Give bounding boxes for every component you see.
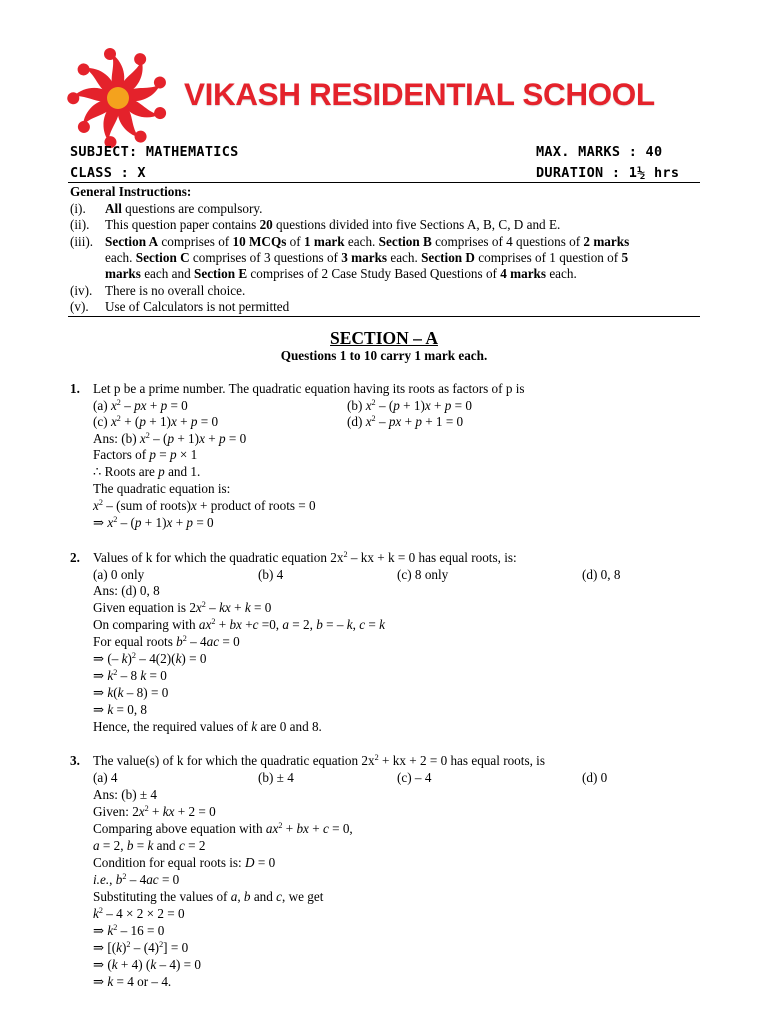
option-c: (c) $x^2 + (p + 1)x + p = 0$ (93, 414, 219, 429)
option-d: (d) $x^2$ – px + p + 1 = 0 (347, 414, 464, 429)
option-d: (d) 0 (582, 770, 608, 785)
solution-line: On comparing with $ax^2$ + bx +c =0, a = 2, b = – k, c = k (93, 617, 385, 632)
solution-line: ⇒ k = 4 or – 4. (93, 974, 172, 989)
solution-line: Hence, the required values of k are 0 and 8. (93, 719, 322, 734)
question-number: 1. (70, 381, 80, 396)
question-number: 3. (70, 753, 80, 768)
instruction-item: All questions are compulsory. (105, 201, 263, 216)
answer-line: Ans: (b) $x^2 - (p + 1)x + p = 0$ (93, 431, 247, 446)
instructions-title: General Instructions: (70, 184, 192, 199)
solution-line: ⇒ $x^2 - (p + 1)x + p = 0$ (93, 515, 214, 530)
solution-line: Condition for equal roots is: D = 0 (93, 855, 276, 870)
solution-line: ⇒ (k + 4) (k – 4) = 0 (93, 957, 201, 972)
instruction-item: This question paper contains 20 questions divided into five Sections A, B, C, D and E. (105, 217, 561, 232)
instruction-num: (iii). (70, 234, 94, 249)
option-a: (a) 0 only (93, 567, 145, 582)
solution-line: ⇒ k(k – 8) = 0 (93, 685, 169, 700)
solution-line: $x^2 - (sum$ of roots)x + product of roots = 0 (93, 498, 316, 513)
solution-line: Given equation is $2x^2$ – kx + k = 0 (93, 600, 272, 615)
school-name: VIKASH RESIDENTIAL SCHOOL (184, 76, 655, 112)
option-c: (c) 8 only (397, 567, 449, 582)
instruction-num: (ii). (70, 217, 90, 232)
section-title: SECTION – A (330, 328, 438, 348)
instructions-divider (68, 316, 700, 317)
solution-line: ⇒ (– k)$^2$ – 4(2)(k) = 0 (93, 651, 207, 666)
option-d: (d) 0, 8 (582, 567, 621, 582)
solution-line: $k^2 - 4 \times 2 \times 2 = 0$ (93, 906, 185, 921)
question-text: Values of k for which the quadratic equation $2x^2$ – kx + k = 0 has equal roots, is: (93, 550, 517, 565)
solution-line: a = 2, b = k and c = 2 (93, 838, 206, 853)
question-number: 2. (70, 550, 80, 565)
section-subtitle: Questions 1 to 10 carry 1 mark each. (280, 348, 488, 363)
solution-line: ∴ Roots are p and 1. (93, 464, 201, 479)
option-a: (a) $x^2$ – px + p = 0 (93, 398, 188, 413)
solution-line: ⇒ $[(k)^2 - (4)^2] = 0$ (93, 940, 189, 955)
duration-label: DURATION : 1½ hrs (536, 165, 680, 181)
option-b: (b) $x^2 - (p + 1)x + p = 0$ (347, 398, 472, 413)
solution-line: Comparing above equation with $ax^2$ + bx + c = 0, (93, 821, 353, 836)
solution-line: For equal roots $b^2 - 4ac = 0$ (93, 634, 240, 649)
solution-line: i.e., $b^2 - 4ac = 0$ (93, 872, 180, 887)
solution-line: The quadratic equation is: (93, 481, 231, 496)
option-c: (c) – 4 (397, 770, 432, 785)
solution-line: ⇒ $k^2 - 8$ k = 0 (93, 668, 167, 683)
instruction-item-cont: each. Section C comprises of 3 questions of 3 marks each. Section D comprises of 1 question of 5 (105, 250, 629, 265)
instruction-item: Use of Calculators is not permitted (105, 299, 290, 314)
question-text: Let p be a prime number. The quadratic equation having its roots as factors of p is (93, 381, 525, 396)
instruction-num: (v). (70, 299, 89, 314)
instruction-item-cont: marks each and Section E comprises of 2 Case Study Based Questions of 4 marks each. (105, 266, 577, 281)
answer-line: Ans: (d) 0, 8 (93, 583, 160, 598)
header-divider (68, 182, 700, 183)
instruction-item: There is no overall choice. (105, 283, 246, 298)
answer-line: Ans: (b) ± 4 (93, 787, 158, 802)
option-b: (b) ± 4 (258, 770, 294, 785)
instruction-item: Section A comprises of 10 MCQs of 1 mark each. Section B comprises of 4 questions of 2 marks (105, 234, 630, 249)
option-a: (a) 4 (93, 770, 118, 785)
question-text: The value(s) of k for which the quadratic equation $2x^2$ + kx + 2 = 0 has equal roots, is (93, 753, 545, 768)
instruction-num: (i). (70, 201, 86, 216)
class-label: CLASS : X (70, 165, 146, 181)
solution-line: Substituting the values of a, b and c, we get (93, 889, 324, 904)
max-marks-label: MAX. MARKS : 40 (536, 144, 663, 160)
solution-line: Given: $2x^2$ + kx + 2 = 0 (93, 804, 216, 819)
subject-label: SUBJECT: MATHEMATICS (70, 144, 239, 160)
solution-line: Factors of p = p × 1 (93, 447, 198, 462)
option-b: (b) 4 (258, 567, 284, 582)
solution-line: ⇒ $k^2 - 16 = 0$ (93, 923, 165, 938)
solution-line: ⇒ k = 0, 8 (93, 702, 148, 717)
school-logo (62, 42, 174, 154)
instruction-num: (iv). (70, 283, 93, 298)
